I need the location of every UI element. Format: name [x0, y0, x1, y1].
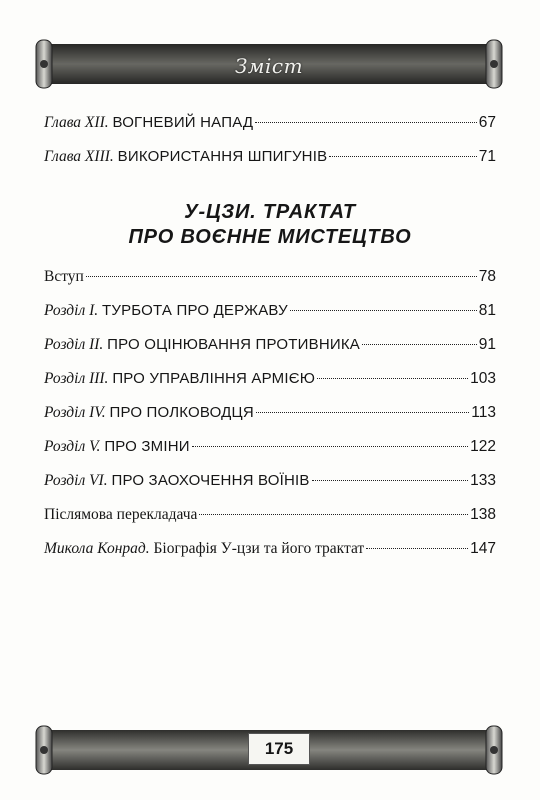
toc-page-number: 122 [470, 438, 496, 455]
toc-entry-label: Вступ [44, 268, 84, 285]
dot-leader [366, 548, 468, 549]
toc-page-number: 147 [470, 540, 496, 557]
toc-entry[interactable] [44, 540, 496, 574]
toc-entry[interactable] [44, 506, 496, 540]
toc-entry[interactable] [44, 438, 496, 472]
toc-entry[interactable] [44, 336, 496, 370]
toc-list-top [44, 114, 496, 182]
toc-entry-label: Розділ I. ТУРБОТА ПРО ДЕРЖАВУ [44, 302, 288, 319]
contents-title: Зміст [234, 54, 304, 78]
dot-leader [256, 412, 469, 413]
toc-list-main [44, 268, 496, 574]
dot-leader [312, 480, 469, 481]
toc-entry[interactable] [44, 370, 496, 404]
toc-page-number: 113 [471, 404, 496, 421]
toc-entry[interactable] [44, 268, 496, 302]
toc-entry-label: Глава XIII. ВИКОРИСТАННЯ ШПИГУНІВ [44, 148, 328, 165]
toc-page-number: 71 [478, 148, 496, 165]
toc-entry-label: Микола Конрад. Біографія У-цзи та його трактат [44, 540, 365, 557]
dot-leader [255, 122, 476, 123]
toc-entry[interactable] [44, 404, 496, 438]
dot-leader [362, 344, 477, 345]
toc-entry-label: Розділ V. ПРО ЗМІНИ [44, 438, 190, 455]
toc-entry-label: Розділ II. ПРО ОЦІНЮВАННЯ ПРОТИВНИКА [44, 336, 360, 353]
dot-leader [329, 156, 476, 157]
toc-entry[interactable] [44, 148, 496, 182]
section-heading [0, 200, 540, 250]
page-number: 175 [248, 733, 310, 765]
dot-leader [192, 446, 468, 447]
dot-leader [290, 310, 477, 311]
toc-entry-label: Розділ III. ПРО УПРАВЛІННЯ АРМІЄЮ [44, 370, 316, 387]
section-heading-line2: ПРО ВОЄННЕ МИСТЕЦТВО [128, 226, 412, 248]
toc-entry[interactable] [44, 114, 496, 148]
toc-page-number: 91 [478, 336, 496, 353]
toc-entry-label: Глава XII. ВОГНЕВИЙ НАПАД [44, 114, 254, 131]
toc-page-number: 81 [478, 302, 496, 319]
dot-leader [199, 514, 468, 515]
toc-entry[interactable] [44, 472, 496, 506]
dot-leader [317, 378, 468, 379]
toc-entry-label: Розділ IV. ПРО ПОЛКОВОДЦЯ [44, 404, 254, 421]
toc-entry[interactable] [44, 302, 496, 336]
header-banner [30, 38, 508, 90]
footer-banner [30, 724, 508, 776]
dot-leader [86, 276, 477, 277]
toc-page-number: 103 [470, 370, 496, 387]
toc-entry-label: Розділ VI. ПРО ЗАОХОЧЕННЯ ВОЇНІВ [44, 472, 310, 489]
toc-page-number: 138 [470, 506, 496, 523]
toc-page-number: 133 [470, 472, 496, 489]
toc-entry-label: Післямова перекладача [44, 506, 198, 523]
toc-page-number: 67 [478, 114, 496, 131]
section-heading-line1: У-ЦЗИ. ТРАКТАТ [184, 201, 356, 223]
toc-page-number: 78 [478, 268, 496, 285]
